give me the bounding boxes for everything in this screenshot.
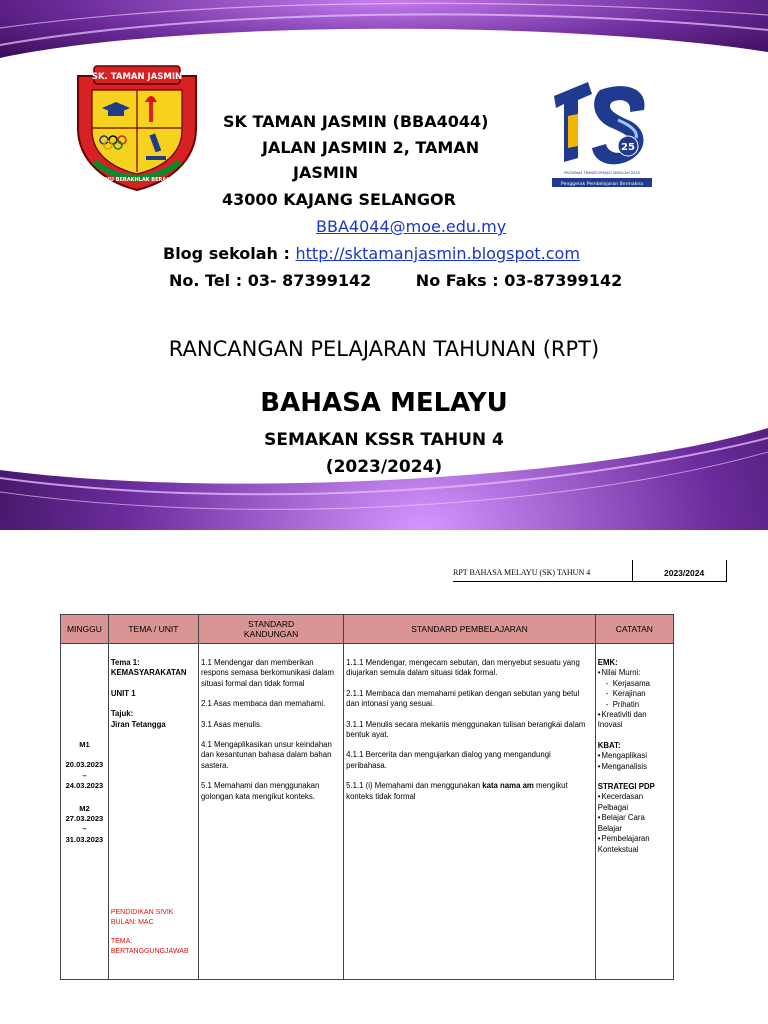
header-divider-right xyxy=(726,560,727,582)
running-header: RPT BAHASA MELAYU (SK) TAHUN 4 xyxy=(453,568,591,577)
kandungan-item: 2.1 Asas membaca dan memahami. xyxy=(200,699,326,709)
emk-label: EMK: xyxy=(597,658,618,667)
nilai-item: - Kerjasama xyxy=(605,678,650,688)
catatan-cell xyxy=(595,644,673,980)
tema2-name: BERTANGGUNGJAWAB xyxy=(110,948,189,956)
plan-title: RANCANGAN PELAJARAN TAHUNAN (RPT) xyxy=(168,337,600,361)
col-minggu: MINGGU xyxy=(61,615,109,644)
subject-title: BAHASA MELAYU xyxy=(260,388,508,418)
pembelajaran-last-suffix: mengikut konteks tidak formal xyxy=(346,781,568,801)
rpt-table xyxy=(60,614,674,980)
nilai-item: - Prihatin xyxy=(605,699,640,709)
col-standard-kandungan: STANDARD KANDUNGAN xyxy=(198,615,343,644)
week-m1-dates: 20.03.2023 – 24.03.2023 xyxy=(65,760,104,791)
svg-text:PROGRAM TRANSFORMASI SEKOLAH 2: PROGRAM TRANSFORMASI SEKOLAH 2025 xyxy=(564,171,640,175)
col-catatan: CATATAN xyxy=(595,615,673,644)
tajuk-label: Tajuk: xyxy=(110,709,134,719)
header-year: 2023/2024 xyxy=(664,568,705,578)
kandungan-item: 3.1 Asas menulis. xyxy=(200,719,263,729)
strategi-label: STRATEGI PDP xyxy=(597,782,655,792)
kandungan-item: 5.1 Memahami dan menggunakan golongan kata mengikut konteks. xyxy=(200,781,320,801)
kbat-item: • Mengaplikasi xyxy=(598,751,671,761)
pembelajaran-last-prefix: 5.1.1 (i) Memahami dan menggunakan xyxy=(346,781,481,791)
header-underline xyxy=(453,581,727,582)
bulan-label: BULAN: MAC xyxy=(110,919,154,927)
col-tema-unit: TEMA / UNIT xyxy=(108,615,198,644)
nilai-label: • Nilai Murni: xyxy=(598,668,671,678)
pembelajaran-item: 1.1.1 Mendengar, mengecam sebutan, dan menyebut sesuatu yang diujarkan semula dalam situasi tidak formal. xyxy=(346,658,580,678)
strategi-item: • Belajar Cara Belajar xyxy=(598,813,671,834)
minggu-cell xyxy=(61,644,109,980)
ts25-program-logo xyxy=(548,76,656,192)
week-m2: M2 xyxy=(79,803,90,813)
pembelajaran-item: 4.1.1 Bercerita dan mengujarkan dialog yang mengandungi peribahasa. xyxy=(346,750,551,770)
kandungan-cell xyxy=(198,644,343,980)
blog-label: Blog sekolah : xyxy=(163,244,290,263)
tema2-label: TEMA: xyxy=(110,937,133,945)
svg-text:Penggerak Pembelajaran Bermakn: Penggerak Pembelajaran Bermakna xyxy=(560,182,644,187)
nilai-item: - Kerajinan xyxy=(605,689,646,699)
strategi-item: • Pembelajaran Kontekstual xyxy=(598,834,671,855)
tema-cell xyxy=(108,644,198,980)
header-divider xyxy=(632,560,633,582)
school-email-link[interactable]: BBA4044@moe.edu.my xyxy=(316,217,507,236)
rpt-table-page xyxy=(0,540,768,1024)
pembelajaran-item: 3.1.1 Menulis secara mekanis menggunakan tulisan berangkai dalam bentuk ayat. xyxy=(346,719,586,740)
tajuk-name: Jiran Tetangga xyxy=(110,719,166,729)
blog-link[interactable]: http://sktamanjasmin.blogspot.com xyxy=(295,244,580,263)
kandungan-item: 1.1 Mendengar dan memberikan respons semasa berkomunikasi dalam situasi formal dan tidak formal xyxy=(200,658,334,688)
pembelajaran-item: 2.1.1 Membaca dan memahami petikan dengan sebutan yang betul dan intonasi yang sesuai. xyxy=(346,688,580,709)
phone-fax-row: No. Tel : 03- 87399142 No Faks : 03-87399142 xyxy=(169,271,623,290)
svg-text:25: 25 xyxy=(621,142,635,153)
address-line-1: JALAN JASMIN 2, TAMAN xyxy=(262,138,480,157)
address-line-3: 43000 KAJANG SELANGOR xyxy=(222,190,456,209)
unit-label: UNIT 1 xyxy=(110,688,136,698)
blog-row xyxy=(163,244,580,263)
table-row xyxy=(61,644,674,980)
academic-year: (2023/2024) xyxy=(325,457,443,477)
kbat-item: • Menganalisis xyxy=(598,762,671,772)
table-header-row xyxy=(61,615,674,644)
svg-text:BERILMU BERAKHLAK BERAKHLAK: BERILMU BERAKHLAK BERAKHLAK xyxy=(88,177,186,183)
tema-name: KEMASYARAKATAN xyxy=(110,668,187,678)
kbat-label: KBAT: xyxy=(597,740,621,750)
week-m1: M1 xyxy=(79,740,90,749)
col-standard-pembelajaran: STANDARD PEMBELAJARAN xyxy=(344,615,596,644)
pembelajaran-cell xyxy=(344,644,596,980)
kandungan-item: 4.1 Mengaplikasikan unsur keindahan dan kesantunan bahasa dalam bahan sastera. xyxy=(200,740,332,770)
sivik-label: PENDIDIKAN SIVIK xyxy=(110,909,174,917)
address-line-2: JASMIN xyxy=(293,163,359,182)
semakan-subtitle: SEMAKAN KSSR TAHUN 4 xyxy=(264,430,504,450)
pembelajaran-item-last xyxy=(346,781,593,802)
pembelajaran-last-bold: kata nama am xyxy=(482,781,534,791)
strategi-item: • Kecerdasan Pelbagai xyxy=(598,792,671,813)
svg-text:SK. TAMAN JASMIN: SK. TAMAN JASMIN xyxy=(91,72,183,82)
school-crest-logo xyxy=(72,62,202,192)
tema-label: Tema 1: xyxy=(110,658,140,667)
week-m2-dates: 27.03.2023 – 31.03.2023 xyxy=(65,814,104,844)
school-name: SK TAMAN JASMIN (BBA4044) xyxy=(223,112,489,131)
kreativiti-item: • Kreativiti dan Inovasi xyxy=(598,710,671,731)
